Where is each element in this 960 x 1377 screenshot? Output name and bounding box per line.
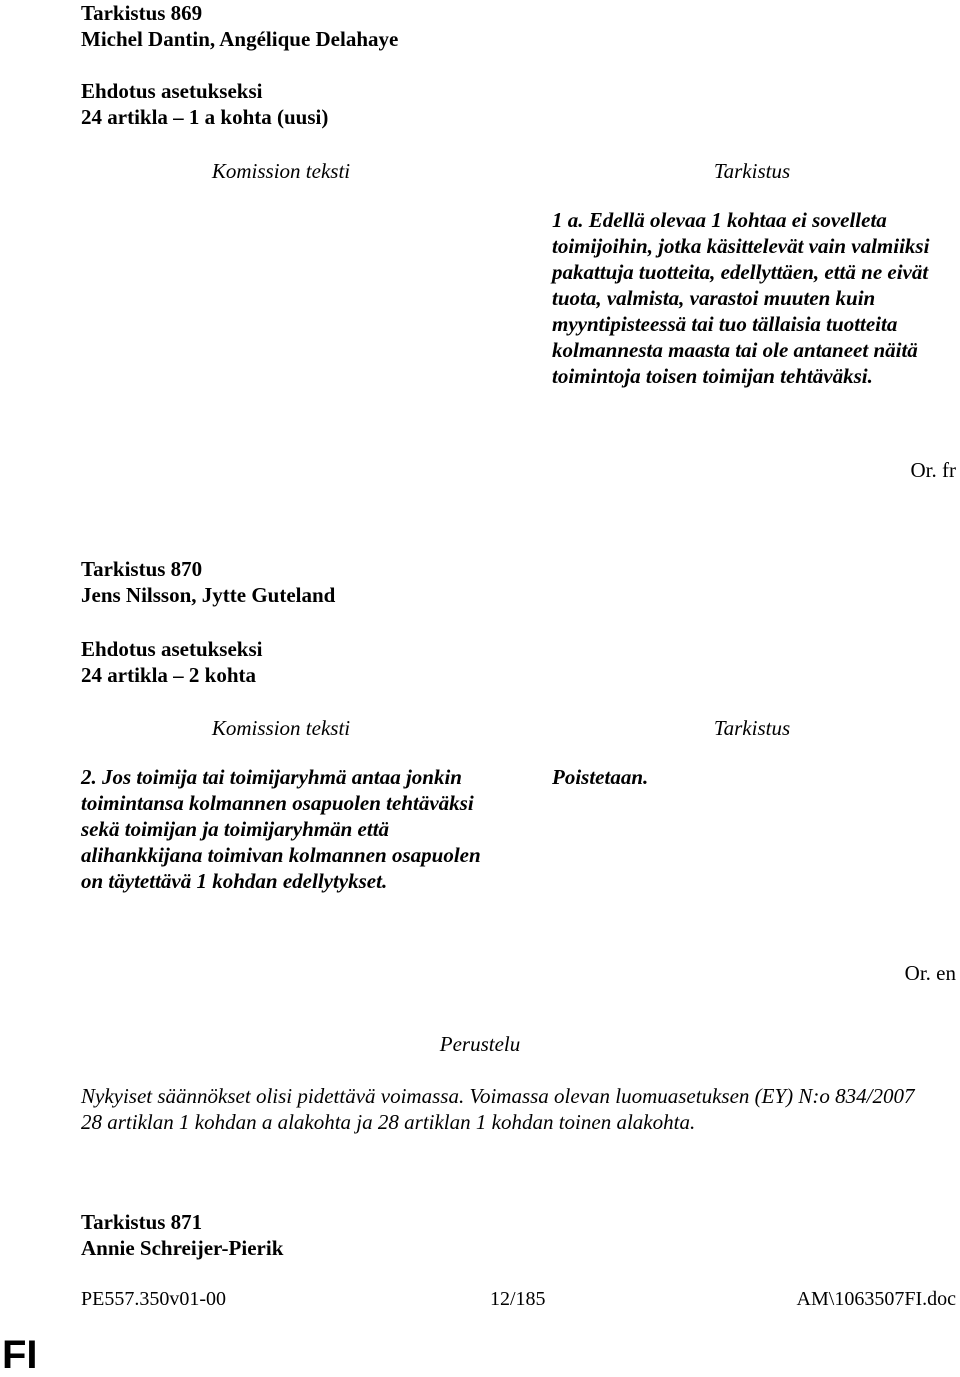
- amendment-870-proposal: Ehdotus asetukseksi: [81, 637, 263, 661]
- amendment-869-col-left-header: Komission teksti: [211, 159, 351, 183]
- amendment-869-heading: Tarkistus 869: [81, 1, 203, 25]
- amendment-870-col-right-header: Tarkistus: [713, 716, 791, 740]
- amendment-869-right-body: Edellä olevaa 1 kohtaa ei sovelleta toimijoihin, jotka käsittelevät vain valmiiksi pakattuja tuotteita, edellyttäen, että ne eivät tuota, valmista, varastoi muuten kuin myyntipisteessä tai tuo tällaisia tuotteita kolmannesta maasta tai ole antaneet näitä toimintoja toisen toimijan tehtäväksi.: [552, 208, 930, 388]
- amendment-869-col-right-header: Tarkistus: [713, 159, 791, 183]
- amendment-871-authors: Annie Schreijer-Pierik: [81, 1236, 284, 1260]
- amendment-870-right-text: Poistetaan.: [552, 765, 649, 789]
- amendment-870-col-left-header: Komission teksti: [211, 716, 351, 740]
- footer-document-name: AM\1063507FI.doc: [796, 1288, 956, 1310]
- amendment-870-heading: Tarkistus 870: [81, 557, 203, 581]
- amendment-869-article: 24 artikla – 1 a kohta (uusi): [81, 105, 329, 129]
- amendment-870-left-text: [81, 764, 481, 894]
- amendment-870-justification: Nykyiset säännökset olisi pidettävä voimassa. Voimassa olevan luomuasetuksen (EY) N:o 834/2007 28 artiklan 1 kohdan a alakohta ja 28 artiklan 1 kohdan toinen alakohta.: [81, 1084, 915, 1134]
- footer-page-number: 12/185: [490, 1288, 546, 1310]
- amendment-870-justification-title: Perustelu: [439, 1032, 521, 1056]
- amendment-870-left-body: Jos toimija tai toimijaryhmä antaa jonkin toimintansa kolmannen osapuolen tehtäväksi sekä toimijan ja toimijaryhmän että alihankkijana toimivan kolmannen osapuolen on täytettävä 1 kohdan edellytykset.: [81, 765, 481, 893]
- footer-language-code: FI: [2, 1333, 38, 1377]
- amendment-870-authors: Jens Nilsson, Jytte Guteland: [81, 583, 336, 607]
- amendment-870-article: 24 artikla – 2 kohta: [81, 663, 257, 687]
- amendment-869-right-text: [552, 207, 952, 389]
- amendment-869-authors: Michel Dantin, Angélique Delahaye: [81, 27, 399, 51]
- amendment-869-original-language: Or. fr: [910, 458, 956, 482]
- amendment-870-original-language: Or. en: [904, 961, 956, 985]
- amendment-870-left-lead: 2.: [81, 765, 102, 789]
- amendment-869-proposal: Ehdotus asetukseksi: [81, 79, 263, 103]
- amendment-871-heading: Tarkistus 871: [81, 1210, 203, 1234]
- footer-reference: PE557.350v01-00: [81, 1288, 226, 1310]
- amendment-869-right-lead: 1 a.: [552, 208, 589, 232]
